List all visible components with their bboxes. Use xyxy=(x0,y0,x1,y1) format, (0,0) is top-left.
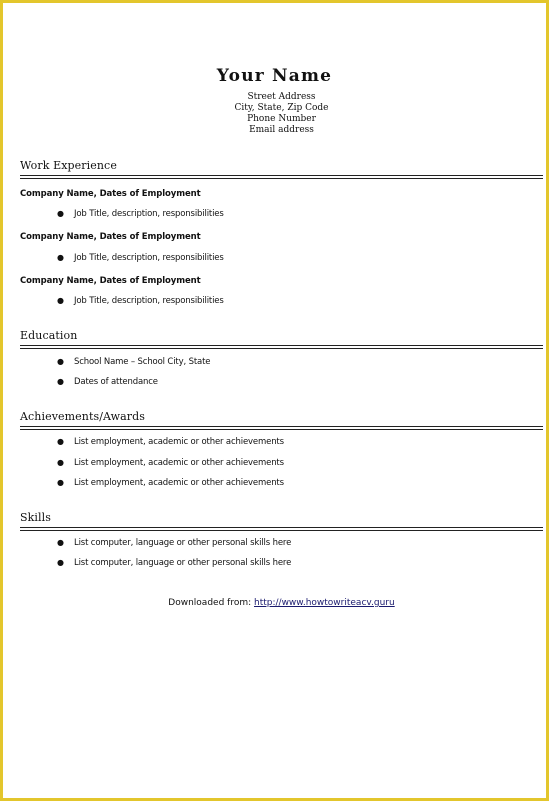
section-divider xyxy=(20,345,543,349)
city-state-zip: City, State, Zip Code xyxy=(234,103,329,113)
education-item: School Name – School City, State xyxy=(74,357,211,367)
section-divider xyxy=(20,426,543,430)
company-line: Company Name, Dates of Employment xyxy=(20,232,201,242)
education-item: Dates of attendance xyxy=(74,377,158,387)
bullet-icon: ● xyxy=(57,253,64,262)
skills-heading: Skills xyxy=(20,511,52,524)
section-divider xyxy=(20,175,543,179)
footer xyxy=(0,598,549,608)
section-divider xyxy=(20,527,543,531)
phone-number: Phone Number xyxy=(247,114,316,124)
achievements-heading: Achievements/Awards xyxy=(20,410,146,423)
footer-link[interactable]: http://www.howtowriteacv.guru xyxy=(254,598,395,608)
company-line: Company Name, Dates of Employment xyxy=(20,276,201,286)
bullet-icon: ● xyxy=(57,377,64,386)
bullet-icon: ● xyxy=(57,558,64,567)
bullet-icon: ● xyxy=(57,437,64,446)
company-line: Company Name, Dates of Employment xyxy=(20,189,201,199)
footer-label: Downloaded from: xyxy=(168,598,252,608)
work-experience-heading: Work Experience xyxy=(20,159,117,172)
job-description: Job Title, description, responsibilities xyxy=(74,209,224,219)
job-description: Job Title, description, responsibilities xyxy=(74,296,224,306)
street-address: Street Address xyxy=(247,92,316,102)
bullet-icon: ● xyxy=(57,296,64,305)
bullet-icon: ● xyxy=(57,478,64,487)
achievement-item: List employment, academic or other achievements xyxy=(74,478,284,488)
resume-name: Your Name xyxy=(216,66,333,86)
skill-item: List computer, language or other personal skills here xyxy=(74,558,292,568)
education-heading: Education xyxy=(20,329,78,342)
bullet-icon: ● xyxy=(57,357,64,366)
achievement-item: List employment, academic or other achievements xyxy=(74,458,284,468)
skill-item: List computer, language or other personal skills here xyxy=(74,538,292,548)
job-description: Job Title, description, responsibilities xyxy=(74,253,224,263)
email-address: Email address xyxy=(249,125,314,135)
achievement-item: List employment, academic or other achievements xyxy=(74,437,284,447)
bullet-icon: ● xyxy=(57,458,64,467)
bullet-icon: ● xyxy=(57,538,64,547)
bullet-icon: ● xyxy=(57,209,64,218)
